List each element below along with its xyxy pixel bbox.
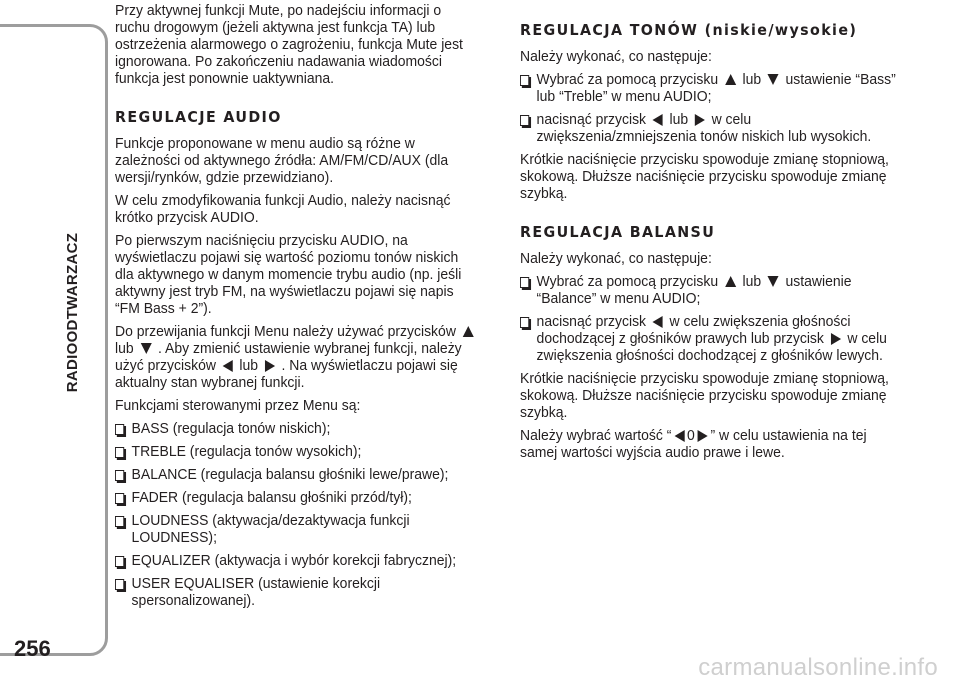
side-section-tab <box>58 222 88 402</box>
left-column <box>115 2 478 615</box>
bullet-box-icon <box>115 493 124 504</box>
arrow-down-icon <box>140 343 151 354</box>
menu-item-bass: BASS (regulacja tonów niskich); <box>115 420 478 437</box>
bullet-box-icon <box>520 317 529 328</box>
side-tab-label: RADIOODTWARZACZ <box>64 232 82 392</box>
arrow-right-icon <box>265 360 275 372</box>
arrow-left-icon <box>674 430 684 442</box>
menu-item-user-equaliser: USER EQUALISER (ustawienie korekcji spersonalizowanej). <box>115 575 478 609</box>
paragraph-steps-balance: Należy wykonać, co następuje: <box>520 250 712 267</box>
balance-step-select: Wybrać za pomocą przycisku lub ustawienie “Balance” w menu AUDIO; <box>520 273 906 307</box>
page-number: 256 <box>14 636 51 661</box>
paragraph-controlled: Funkcjami sterowanymi przez Menu są: <box>115 397 361 414</box>
bullet-box-icon <box>115 579 124 590</box>
bullet-box-icon <box>115 424 124 435</box>
bullet-box-icon <box>520 277 529 288</box>
menu-item-loudness: LOUDNESS (aktywacja/dezaktywacja funkcji LOUDNESS); <box>115 512 478 546</box>
arrow-right-icon <box>698 430 708 442</box>
arrow-left-icon <box>223 360 233 372</box>
arrow-left-icon <box>653 316 663 328</box>
arrow-up-icon <box>725 74 736 85</box>
arrow-right-icon <box>695 114 705 126</box>
heading-tone-settings: REGULACJA TONÓW (niskie/wysokie) <box>520 21 858 39</box>
paragraph-scroll: Do przewijania funkcji Menu należy używać przycisków lub . Aby zmienić ustawienie wybranej funkcji, należy użyć przycisków lub . Na wyświetlaczu pojawi się aktualny stan wybranej funkcji. <box>115 323 478 391</box>
paragraph-functions: Funkcje proponowane w menu audio są różne w zależności od aktywnego źródła: AM/FM/CD/AUX (dla wersji/rynków, gdzie przewidziano). <box>115 135 449 186</box>
paragraph-center-value: Należy wybrać wartość “ 0 ” w celu ustawienia na tej samej wartości wyjścia audio prawe i lewe. <box>520 427 867 461</box>
bullet-box-icon <box>115 470 124 481</box>
tones-step-adjust: nacisnąć przycisk lub w celu zwiększenia/zmniejszenia tonów niskich lub wysokich. <box>520 111 906 145</box>
paragraph-press-duration: Krótkie naciśnięcie przycisku spowoduje zmianę stopniową, skokową. Dłuższe naciśnięcie przycisku spowoduje zmianę szybką. <box>520 151 889 202</box>
bullet-box-icon <box>115 516 124 527</box>
bullet-box-icon <box>520 115 529 126</box>
menu-item-fader: FADER (regulacja balansu głośniki przód/tył); <box>115 489 478 506</box>
menu-item-treble: TREBLE (regulacja tonów wysokich); <box>115 443 478 460</box>
arrow-up-icon <box>725 276 736 287</box>
right-column <box>520 2 906 467</box>
paragraph-press-duration-balance: Krótkie naciśnięcie przycisku spowoduje zmianę stopniową, skokową. Dłuższe naciśnięcie przycisku spowoduje zmianę szybką. <box>520 370 889 421</box>
arrow-down-icon <box>768 276 779 287</box>
bullet-box-icon <box>115 556 124 567</box>
bullet-box-icon <box>115 447 124 458</box>
menu-item-balance: BALANCE (regulacja balansu głośniki lewe/prawe); <box>115 466 478 483</box>
menu-item-equalizer: EQUALIZER (aktywacja i wybór korekcji fabrycznej); <box>115 552 478 569</box>
paragraph-steps-tones: Należy wykonać, co następuje: <box>520 48 712 65</box>
bullet-box-icon <box>520 75 529 86</box>
heading-balance-settings: REGULACJA BALANSU <box>520 223 716 241</box>
watermark: carmanualsonline.info <box>698 654 938 681</box>
tones-step-select: Wybrać za pomocą przycisku lub ustawienie “Bass” lub “Treble” w menu AUDIO; <box>520 71 906 105</box>
heading-audio-settings: REGULACJE AUDIO <box>115 108 282 126</box>
arrow-left-icon <box>653 114 663 126</box>
paragraph-first-press: Po pierwszym naciśnięciu przycisku AUDIO, na wyświetlaczu pojawi się wartość poziomu tonów niskich dla aktywnego w danym momencie trybu audio (np. jeśli aktywny jest tryb FM, na wyświetlaczu pojawi się napis “FM Bass + 2”). <box>115 232 462 317</box>
paragraph-modify: W celu zmodyfikowania funkcji Audio, należy nacisnąć krótko przycisk AUDIO. <box>115 192 451 226</box>
arrow-right-icon <box>831 333 841 345</box>
balance-step-adjust: nacisnąć przycisk w celu zwiększenia głośności dochodzącej z głośników prawych lub przycisk w celu zwiększenia głośności dochodzącej z głośników lewych. <box>520 313 906 364</box>
arrow-down-icon <box>768 74 779 85</box>
paragraph-mute: Przy aktywnej funkcji Mute, po nadejściu informacji o ruchu drogowym (jeżeli aktywna jest funkcja TA) lub ostrzeżenia alarmowego o zagrożeniu, funkcja Mute jest ignorowana. Po zakończeniu nadawania wiadomości funkcja jest ponownie uaktywniana. <box>115 2 463 87</box>
arrow-up-icon <box>463 326 474 337</box>
page-frame <box>0 24 108 656</box>
